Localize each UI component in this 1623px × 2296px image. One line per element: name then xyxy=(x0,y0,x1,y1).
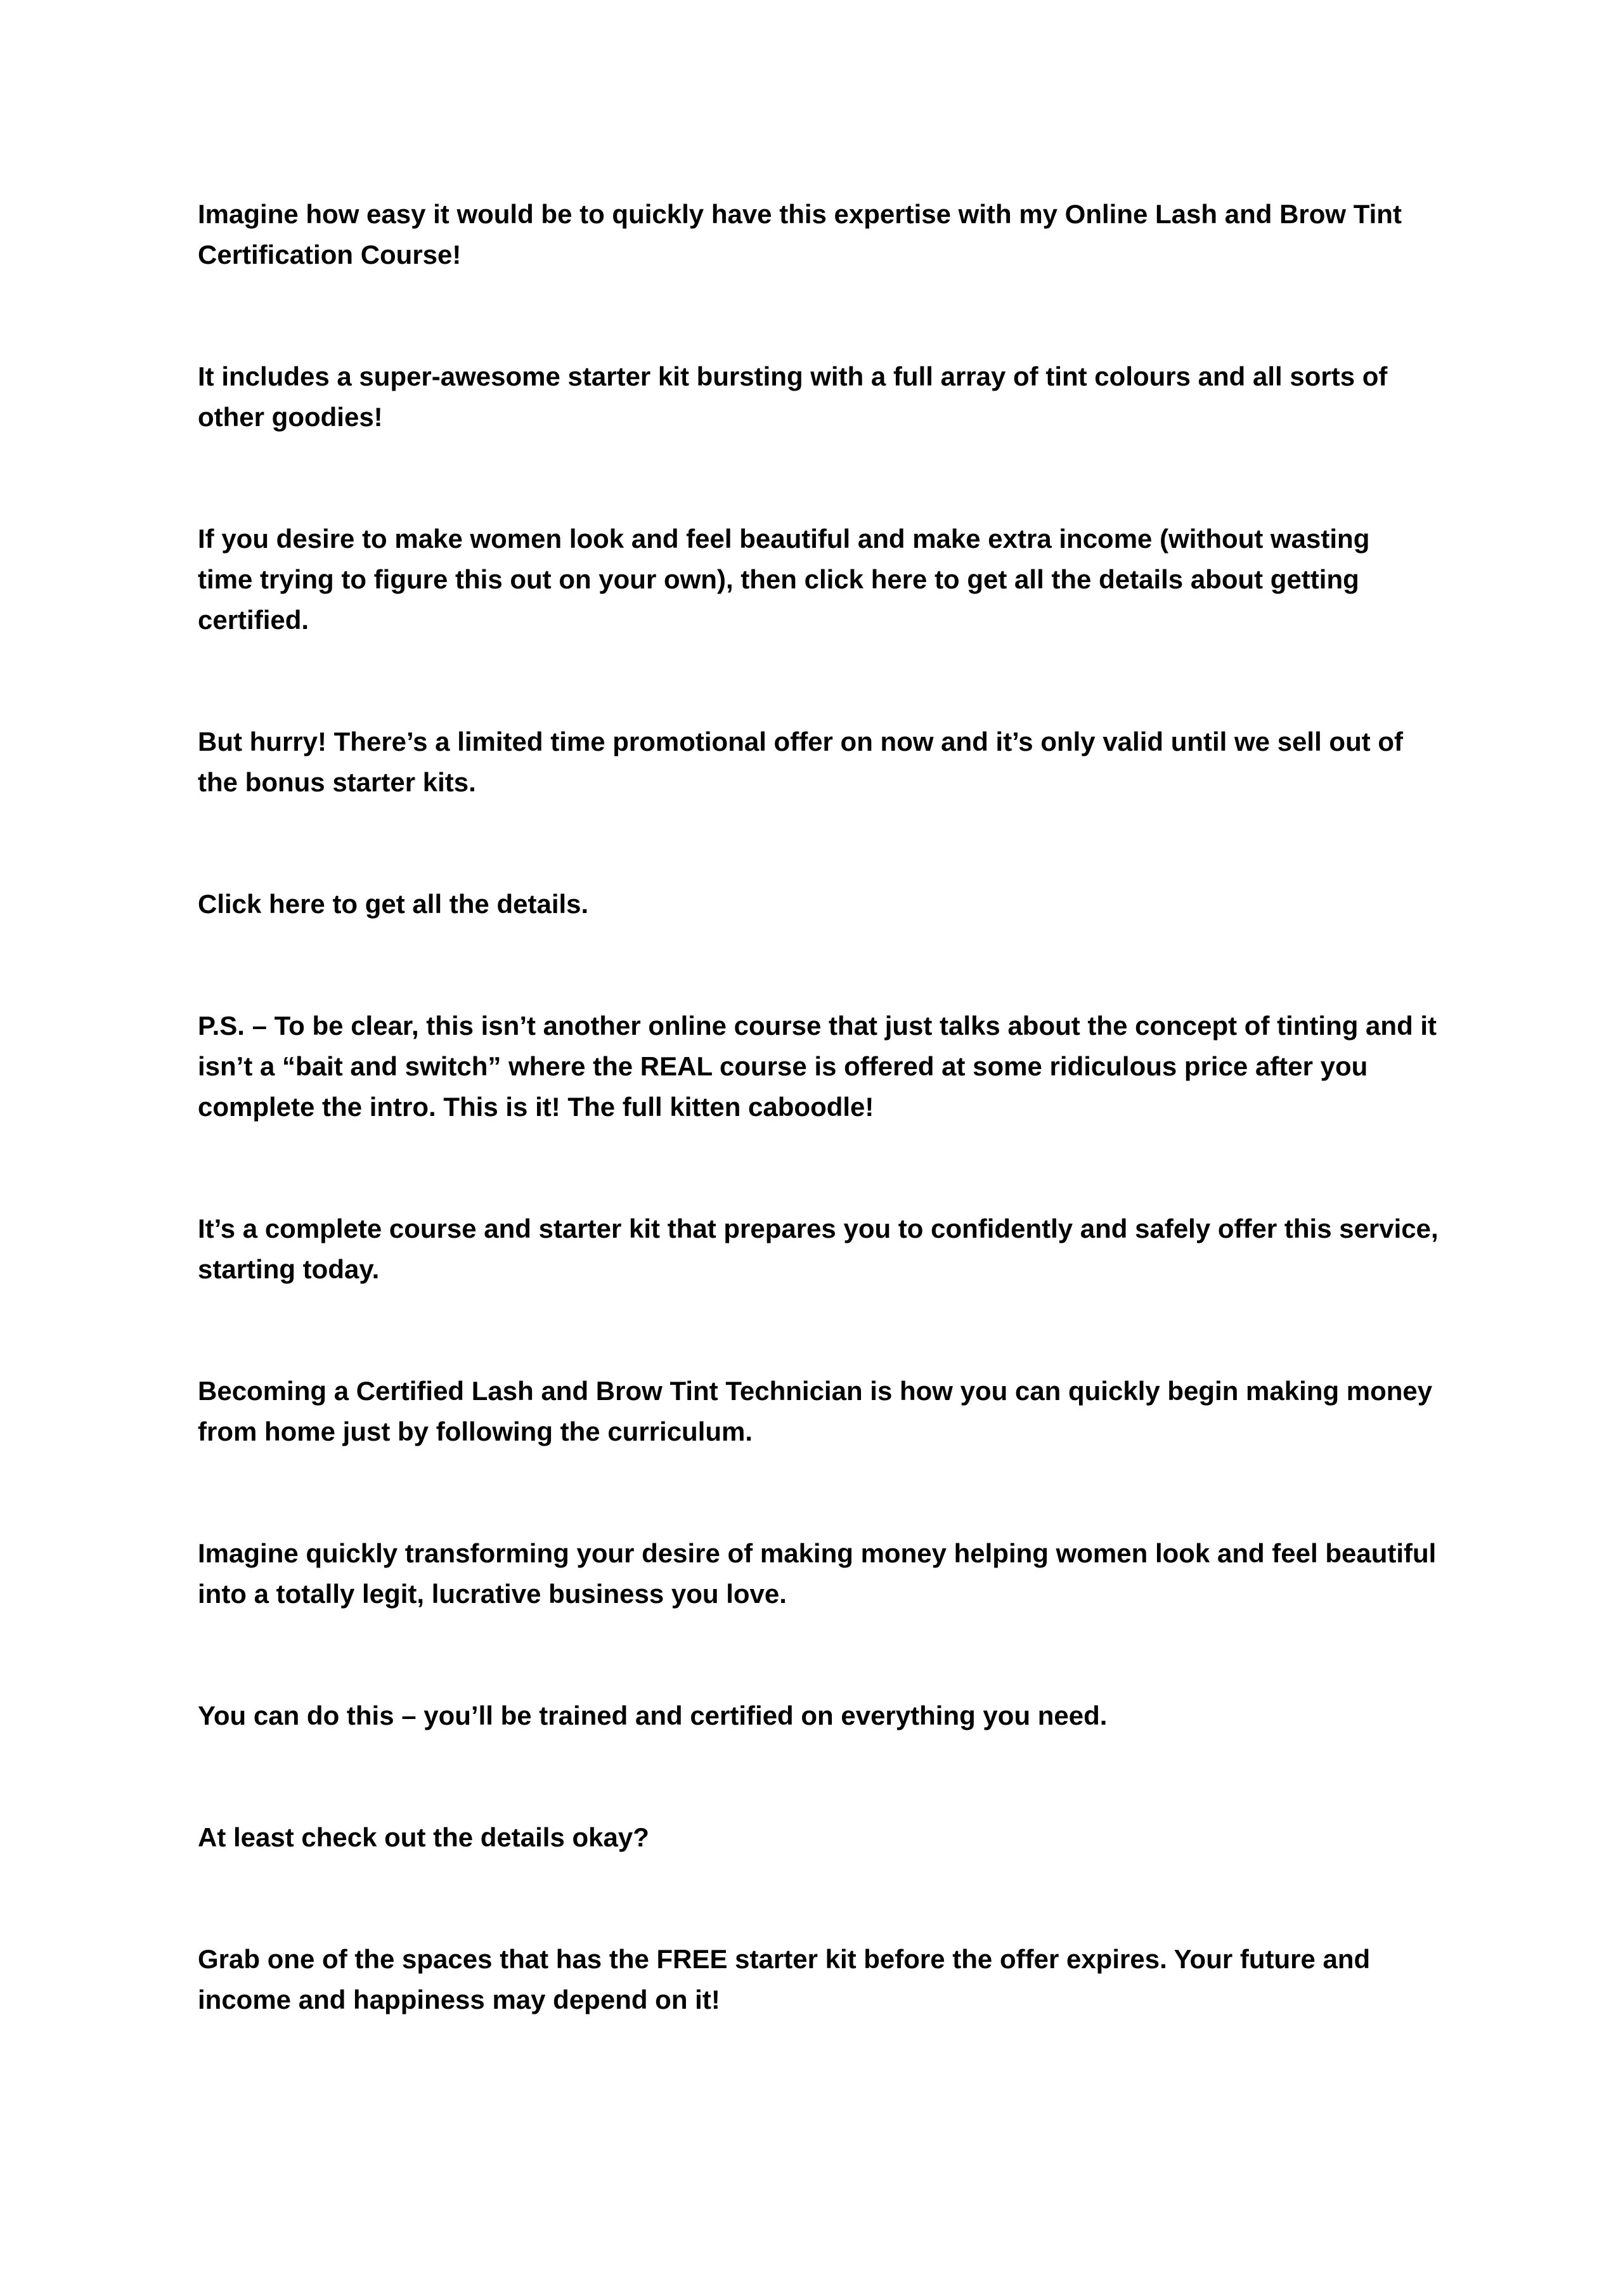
paragraph-desire-income: If you desire to make women look and feel beautiful and make extra income (without wasting time trying to figure this out on your own), then click here to get all the details about getting certified. xyxy=(198,524,1370,635)
paragraph-transforming-desire: Imagine quickly transforming your desire of making money helping women look and feel beautiful into a totally legit, lucrative business you love. xyxy=(198,1538,1437,1609)
paragraph-certified-technician: Becoming a Certified Lash and Brow Tint Technician is how you can quickly begin making money from home just by following the curriculum. xyxy=(198,1376,1433,1446)
paragraph-ps-clarification: P.S. – To be clear, this isn’t another online course that just talks about the concept of tinting and it isn’t a “bait and switch” where the REAL course is offered at some ridiculous price after you complete the intro. This is it! The full kitten caboodle! xyxy=(198,1011,1437,1122)
paragraph-hurry-offer: But hurry! There’s a limited time promotional offer on now and it’s only valid until we sell out of the bonus starter kits. xyxy=(198,727,1404,797)
paragraph-grab-spaces: Grab one of the spaces that has the FREE starter kit before the offer expires. Your future and income and happiness may depend on it! xyxy=(198,1944,1371,2014)
paragraph-imagine-expertise: Imagine how easy it would be to quickly have this expertise with my Online Lash and Brow Tint Certification Course! xyxy=(198,199,1402,269)
paragraph-check-details: At least check out the details okay? xyxy=(198,1822,649,1852)
paragraph-complete-course: It’s a complete course and starter kit that prepares you to confidently and safely offer this service, starting today. xyxy=(198,1214,1439,1284)
paragraph-starter-kit: It includes a super-awesome starter kit bursting with a full array of tint colours and all sorts of other goodies! xyxy=(198,361,1388,432)
document-body xyxy=(198,194,1453,2020)
paragraph-click-details: Click here to get all the details. xyxy=(198,889,589,919)
paragraph-you-can-do-this: You can do this – you’ll be trained and certified on everything you need. xyxy=(198,1701,1108,1730)
